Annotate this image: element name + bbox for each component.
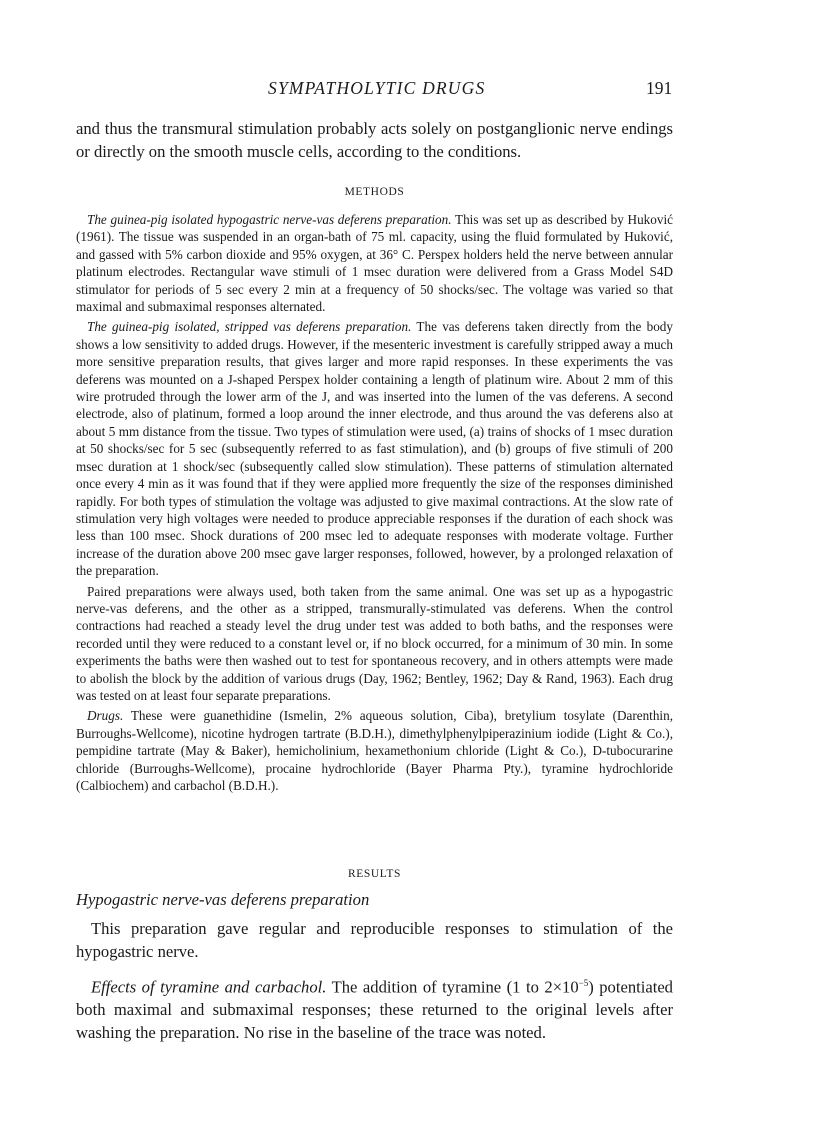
- methods-paragraph-1: [76, 211, 673, 315]
- methods-section: [76, 211, 673, 794]
- results-paragraph-2: [76, 972, 673, 1044]
- results-p2-title: Effects of tyramine and carbachol.: [91, 977, 327, 997]
- methods-p2-title: The guinea-pig isolated, stripped vas deferens preparation.: [87, 319, 412, 335]
- results-section: [76, 918, 673, 1044]
- running-title: SYMPATHOLYTIC DRUGS: [268, 78, 486, 98]
- results-p2-exponent: −5: [578, 978, 589, 988]
- results-heading: RESULTS: [348, 868, 401, 880]
- intro-text: and thus the transmural stimulation probably acts solely on postganglionic nerve endings or directly on the smooth muscle cells, according to the conditions.: [76, 119, 673, 161]
- page-number: 191: [646, 78, 673, 98]
- results-p2-body-a: The addition of tyramine (1 to 2×10: [331, 977, 579, 997]
- intro-paragraph: [76, 118, 673, 163]
- methods-paragraph-4: [76, 707, 673, 794]
- results-subheading: Hypogastric nerve-vas deferens preparation: [76, 890, 370, 909]
- results-paragraph-1: This preparation gave regular and reproducible responses to stimulation of the hypogastric nerve.: [76, 919, 673, 961]
- methods-p4-title: Drugs.: [87, 708, 124, 724]
- methods-heading: METHODS: [344, 186, 405, 198]
- methods-p4-body: These were guanethidine (Ismelin, 2% aqueous solution, Ciba), bretylium tosylate (Darenthin, Burroughs-Wellcome), nicotine hydrogen tartrate (B.D.H.), dimethylphenylpiperazinium iodide (Light & Co.), pempidine tartrate (May & Baker), hemicholinium, hexamethonium chloride (Light & Co.), D-tubocurarine chloride (Burroughs-Wellcome), procaine hydrochloride (Bayer Pharma Pty.), tyramine hydrochloride (Calbiochem) and carbachol (B.D.H.).: [76, 708, 673, 793]
- methods-paragraph-2: [76, 318, 673, 579]
- methods-paragraph-3: Paired preparations were always used, both taken from the same animal. One was set up as a hypogastric nerve-vas deferens, and the other as a stripped, transmurally-stimulated vas deferens. When the control contractions had reached a steady level the drug under test was added to both baths, and the responses were recorded until they were reduced to a constant level or, if no block occurred, for a minimum of 30 min. In some experiments the baths were then washed out to test for spontaneous recovery, and in others attempts were made to abolish the block by the addition of various drugs (Day, 1962; Bentley, 1962; Day & Rand, 1963). Each drug was tested on at least four separate preparations.: [76, 583, 673, 703]
- methods-p1-title: The guinea-pig isolated hypogastric nerve-vas deferens preparation.: [87, 212, 452, 227]
- methods-p1-body: This was set up as described by Huković (1961). The tissue was suspended in an organ-bath of 75 ml. capacity, using the fluid formulated by Huković, and gassed with 5% carbon dioxide and 95% oxygen, at 36° C. Perspex holders held the nerve between annular platinum electrodes. Rectangular wave stimuli of 1 msec duration were delivered from a Grass Model S4D stimulator for periods of 5 sec every 2 min at a frequency of 50 shocks/sec. The voltage was varied so that maximal and submaximal responses alternated.: [76, 212, 673, 315]
- results-p2-body-b: ) potentiated both maximal and submaximal responses; these returned to the original levels after washing the preparation. No rise in the baseline of the trace was noted.: [76, 977, 673, 1042]
- methods-p2-body: The vas deferens taken directly from the body shows a low sensitivity to added drugs. However, if the mesenteric investment is carefully stripped away a much more sensitive preparation results, that gives larger and more rapid responses. In these experiments the vas deferens was mounted on a J-shaped Perspex holder containing a length of platinum wire. About 2 mm of this wire protruded through the lower arm of the J, and was inserted into the lumen of the vas deferens. A second electrode, also of platinum, formed a loop around the inner electrode, and thus around the vas deferens also at about 5 mm distance from the tissue. Two types of stimulation were used, (a) trains of shocks of 1 msec duration at 50 shocks/sec for 5 sec (subsequently referred to as fast stimulation), and (b) groups of five stimuli of 200 msec duration at 1 shock/sec (subsequently called slow stimulation). These patterns of stimulation alternated once every 4 min as it was found that if they were applied more frequently the size of the responses diminished rapidly. For both types of stimulation the voltage was adjusted to give maximal contractions. At the slow rate of stimulation very high voltages were needed to produce appreciable responses if the duration of each shock was less than 100 msec. Shock durations of 200 msec led to adequate responses with moderate voltage. Further increase of the duration above 200 msec gave larger responses, followed, however, by a prolonged relaxation of the preparation.: [76, 319, 673, 579]
